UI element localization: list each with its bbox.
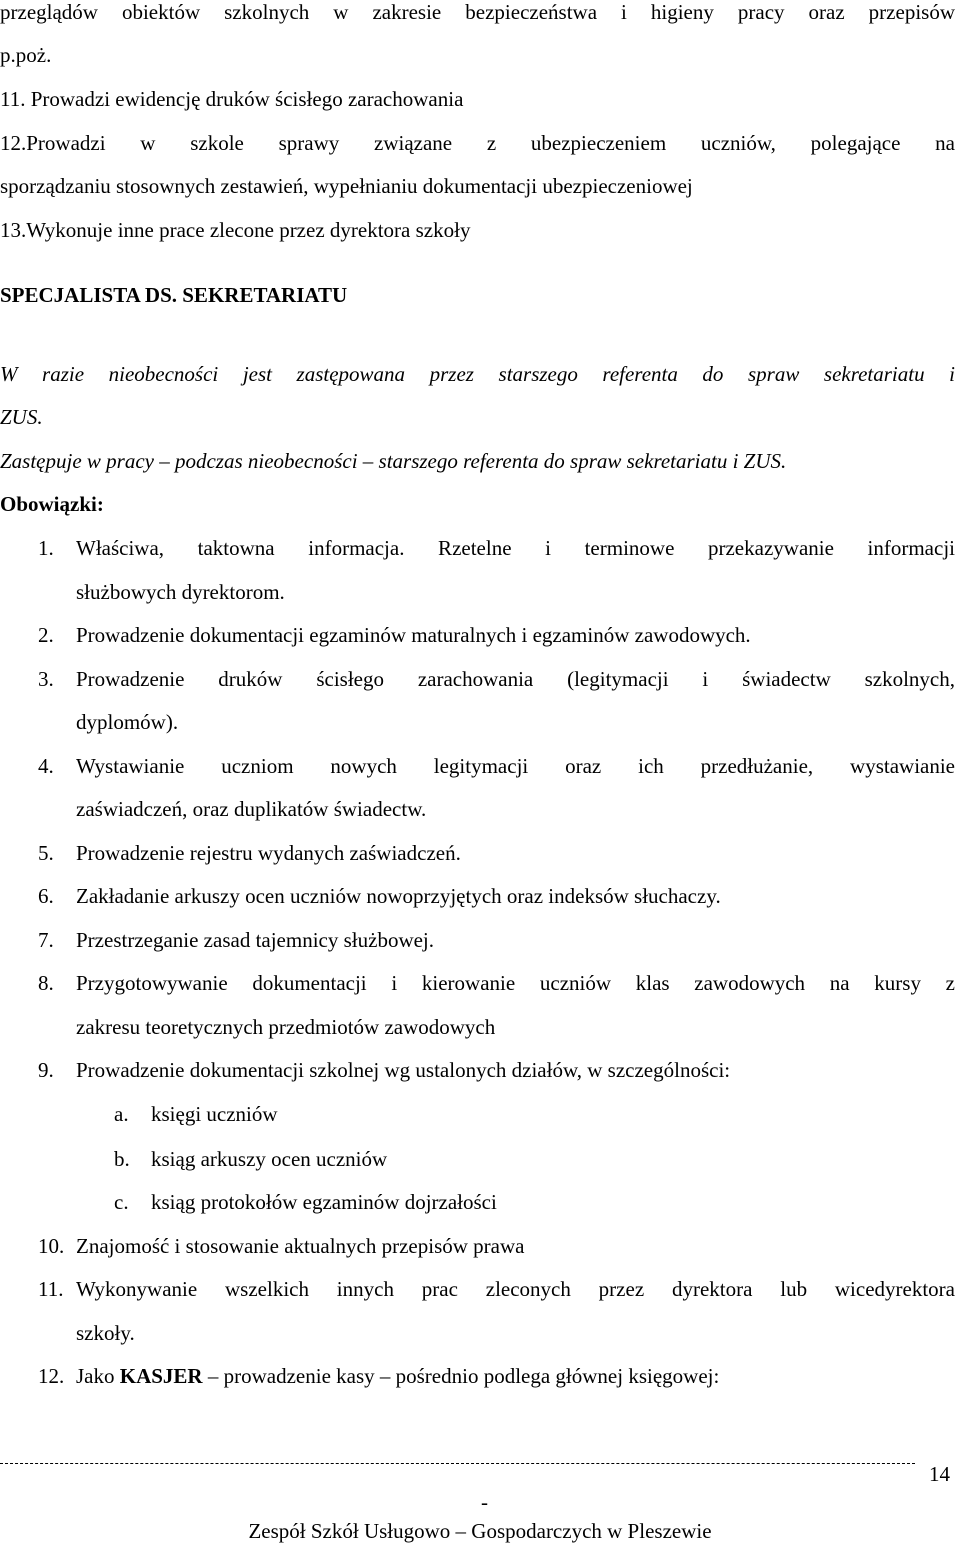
text-line: p.poż. xyxy=(0,43,52,67)
list-number: 1. xyxy=(38,536,54,560)
sublist-letter: b. xyxy=(114,1147,130,1171)
list-item: Właściwa, taktowna informacja. Rzetelne i terminowe przekazywanie informacji xyxy=(76,536,955,560)
list-number: 10. xyxy=(38,1234,65,1258)
section-heading: SPECJALISTA DS. SEKRETARIATU xyxy=(0,283,348,307)
list-item xyxy=(76,1364,719,1388)
list-item: Przestrzeganie zasad tajemnicy służbowej. xyxy=(76,928,435,952)
list-item: dyplomów). xyxy=(76,710,179,734)
sublist-item: ksiąg arkuszy ocen uczniów xyxy=(151,1147,388,1171)
list-item: 12.Prowadzi w szkole sprawy związane z ubezpieczeniem uczniów, polegające na xyxy=(0,131,955,155)
list-item: zaświadczeń, oraz duplikatów świadectw. xyxy=(76,797,427,821)
substitution-note: W razie nieobecności jest zastępowana przez starszego referenta do spraw sekretariatu i xyxy=(0,362,955,386)
list-item: szkoły. xyxy=(76,1321,135,1345)
list-number: 5. xyxy=(38,841,54,865)
text-line: sporządzaniu stosownych zestawień, wypełnianiu dokumentacji ubezpieczeniowej xyxy=(0,174,693,198)
list-number: 3. xyxy=(38,667,54,691)
list-item: Prowadzenie druków ścisłego zarachowania (legitymacji i świadectw szkolnych, xyxy=(76,667,955,691)
list-item-text: Jako xyxy=(76,1364,120,1388)
list-number: 4. xyxy=(38,754,54,778)
replacement-note: Zastępuje w pracy – podczas nieobecności – starszego referenta do spraw sekretariatu i ZUS. xyxy=(0,449,787,473)
list-item: Wystawianie uczniom nowych legitymacji oraz ich przedłużanie, wystawianie xyxy=(76,754,955,778)
list-item-text: – prowadzenie kasy – pośrednio podlega głównej księgowej: xyxy=(202,1364,720,1388)
list-number: 12. xyxy=(38,1364,65,1388)
sublist-letter: c. xyxy=(114,1190,129,1214)
list-item: Prowadzenie rejestru wydanych zaświadczeń. xyxy=(76,841,461,865)
list-number: 7. xyxy=(38,928,54,952)
list-item: Przygotowywanie dokumentacji i kierowanie uczniów klas zawodowych na kursy z xyxy=(76,971,955,995)
duties-label: Obowiązki: xyxy=(0,492,104,516)
list-number: 9. xyxy=(38,1058,54,1082)
sublist-item: księgi uczniów xyxy=(151,1102,278,1126)
list-item: Znajomość i stosowanie aktualnych przepisów prawa xyxy=(76,1234,525,1258)
page-number: 14 xyxy=(929,1462,950,1486)
sublist-letter: a. xyxy=(114,1102,129,1126)
list-item: Prowadzenie dokumentacji egzaminów maturalnych i egzaminów zawodowych. xyxy=(76,623,751,647)
list-number: 6. xyxy=(38,884,54,908)
cashier-role: KASJER xyxy=(119,1364,203,1388)
substitution-note-end: ZUS. xyxy=(0,405,43,429)
footer-school-name: Zespół Szkół Usługowo – Gospodarczych w Pleszewie xyxy=(248,1519,712,1543)
list-item: 11. Prowadzi ewidencję druków ścisłego zarachowania xyxy=(0,87,464,111)
list-item: Prowadzenie dokumentacji szkolnej wg ustalonych działów, w szczególności: xyxy=(76,1058,731,1082)
list-number: 2. xyxy=(38,623,54,647)
list-item: Wykonywanie wszelkich innych prac zleconych przez dyrektora lub wicedyrektora xyxy=(76,1277,955,1301)
sublist-item: ksiąg protokołów egzaminów dojrzałości xyxy=(151,1190,497,1214)
list-item: 13.Wykonuje inne prace zlecone przez dyrektora szkoły xyxy=(0,218,471,242)
text-line: przeglądów obiektów szkolnych w zakresie bezpieczeństwa i higieny pracy oraz przepisów xyxy=(0,0,955,24)
footer-dash: - xyxy=(481,1490,488,1514)
footer-divider xyxy=(0,1463,915,1464)
list-item: służbowych dyrektorom. xyxy=(76,580,285,604)
list-number: 11. xyxy=(38,1277,64,1301)
list-number: 8. xyxy=(38,971,54,995)
list-item: Zakładanie arkuszy ocen uczniów nowoprzyjętych oraz indeksów słuchaczy. xyxy=(76,884,721,908)
list-item: zakresu teoretycznych przedmiotów zawodowych xyxy=(76,1015,496,1039)
